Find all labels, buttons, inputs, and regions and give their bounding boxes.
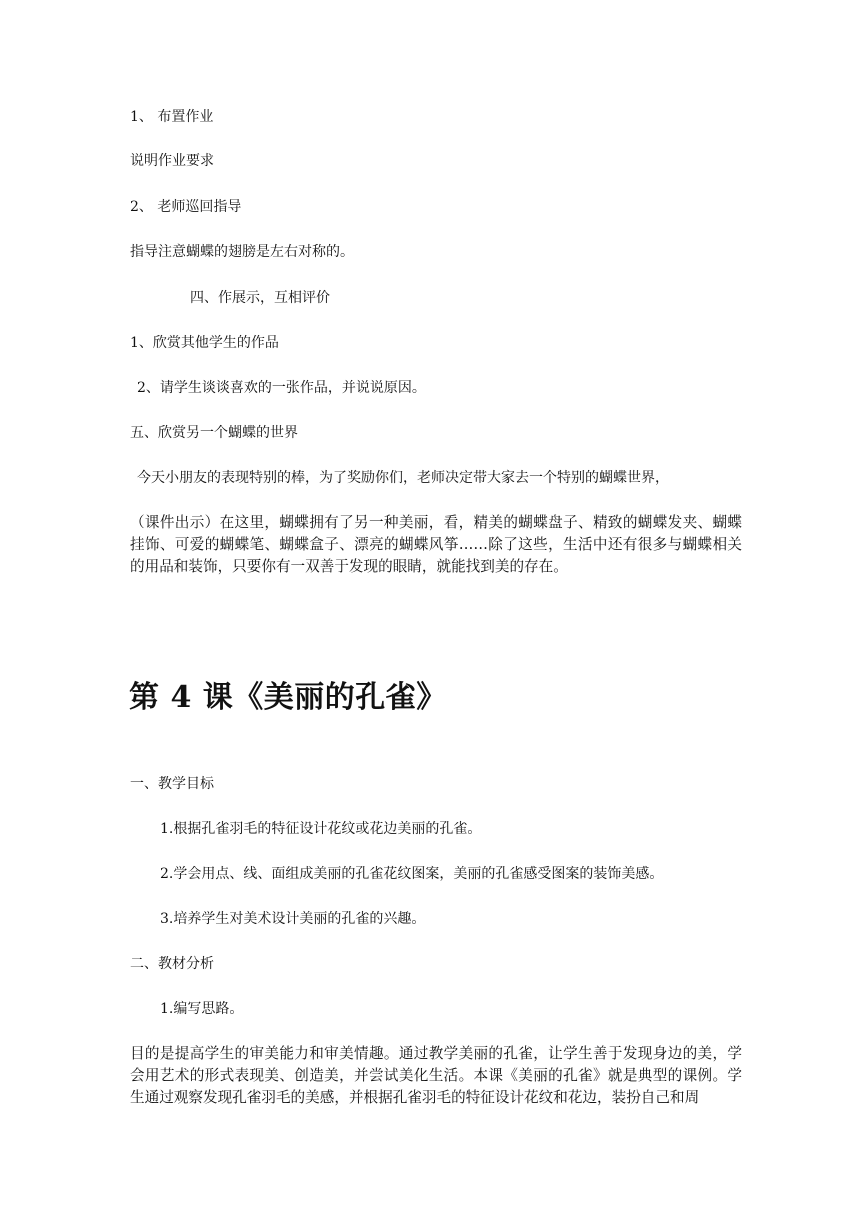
guidance-note-text: 指导注意蝴蝶的翅膀是左右对称的。: [130, 244, 354, 260]
list-item-discuss-favorite: 2、请学生谈谈喜欢的一张作品，并说说原因。: [137, 380, 426, 396]
paragraph-courseware: （课件出示）在这里，蝴蝶拥有了另一种美丽，看，精美的蝴蝶盘子、精致的蝴蝶发夹、蝴蝶挂饰、可爱的蝴蝶笔、蝴蝶盒子、漂亮的蝴蝶风筝……除了这些，生活中还有很多与蝴蝶相关的用品和装饰，只要你有一双善于发现的眼睛，就能找到美的存在。: [130, 514, 742, 575]
list-item-appreciate-works: 1、欣赏其他学生的作品: [130, 335, 279, 351]
goal-item-1: 1.根据孔雀羽毛的特征设计花纹或花边美丽的孔雀。: [160, 821, 482, 837]
list-item-teacher-guidance: 2、 老师巡回指导: [130, 199, 242, 215]
goal-item-2: 2.学会用点、线、面组成美丽的孔雀花纹图案，美丽的孔雀感受图案的装饰美感。: [160, 866, 664, 882]
paragraph-analysis: 目的是提高学生的审美能力和审美情趣。通过教学美丽的孔雀，让学生善于发现身边的美，学会用艺术的形式表现美、创造美，并尝试美化生活。本课《美丽的孔雀》就是典型的课例。学生通过观察发现孔雀羽毛的美感，并根据孔雀羽毛的特征设计花纹和花边，装扮自己和周: [130, 1045, 742, 1106]
goal-item-3: 3.培养学生对美术设计美丽的孔雀的兴趣。: [160, 911, 426, 927]
section-heading-display: 四、作展示，互相评价: [190, 290, 330, 306]
lesson-title: 第 4 课《美丽的孔雀》: [129, 680, 447, 715]
paragraph-reward: 今天小朋友的表现特别的棒，为了奖励你们，老师决定带大家去一个特别的蝴蝶世界，: [137, 470, 669, 486]
section-heading-butterfly-world: 五、欣赏另一个蝴蝶的世界: [130, 425, 298, 441]
section-heading-material-analysis: 二、教材分析: [130, 956, 214, 972]
analysis-item-1: 1.编写思路。: [160, 1001, 244, 1017]
list-item-assign-homework: 1、 布置作业: [130, 109, 214, 125]
homework-requirement-text: 说明作业要求: [130, 153, 214, 169]
section-heading-teaching-goals: 一、教学目标: [130, 776, 214, 792]
